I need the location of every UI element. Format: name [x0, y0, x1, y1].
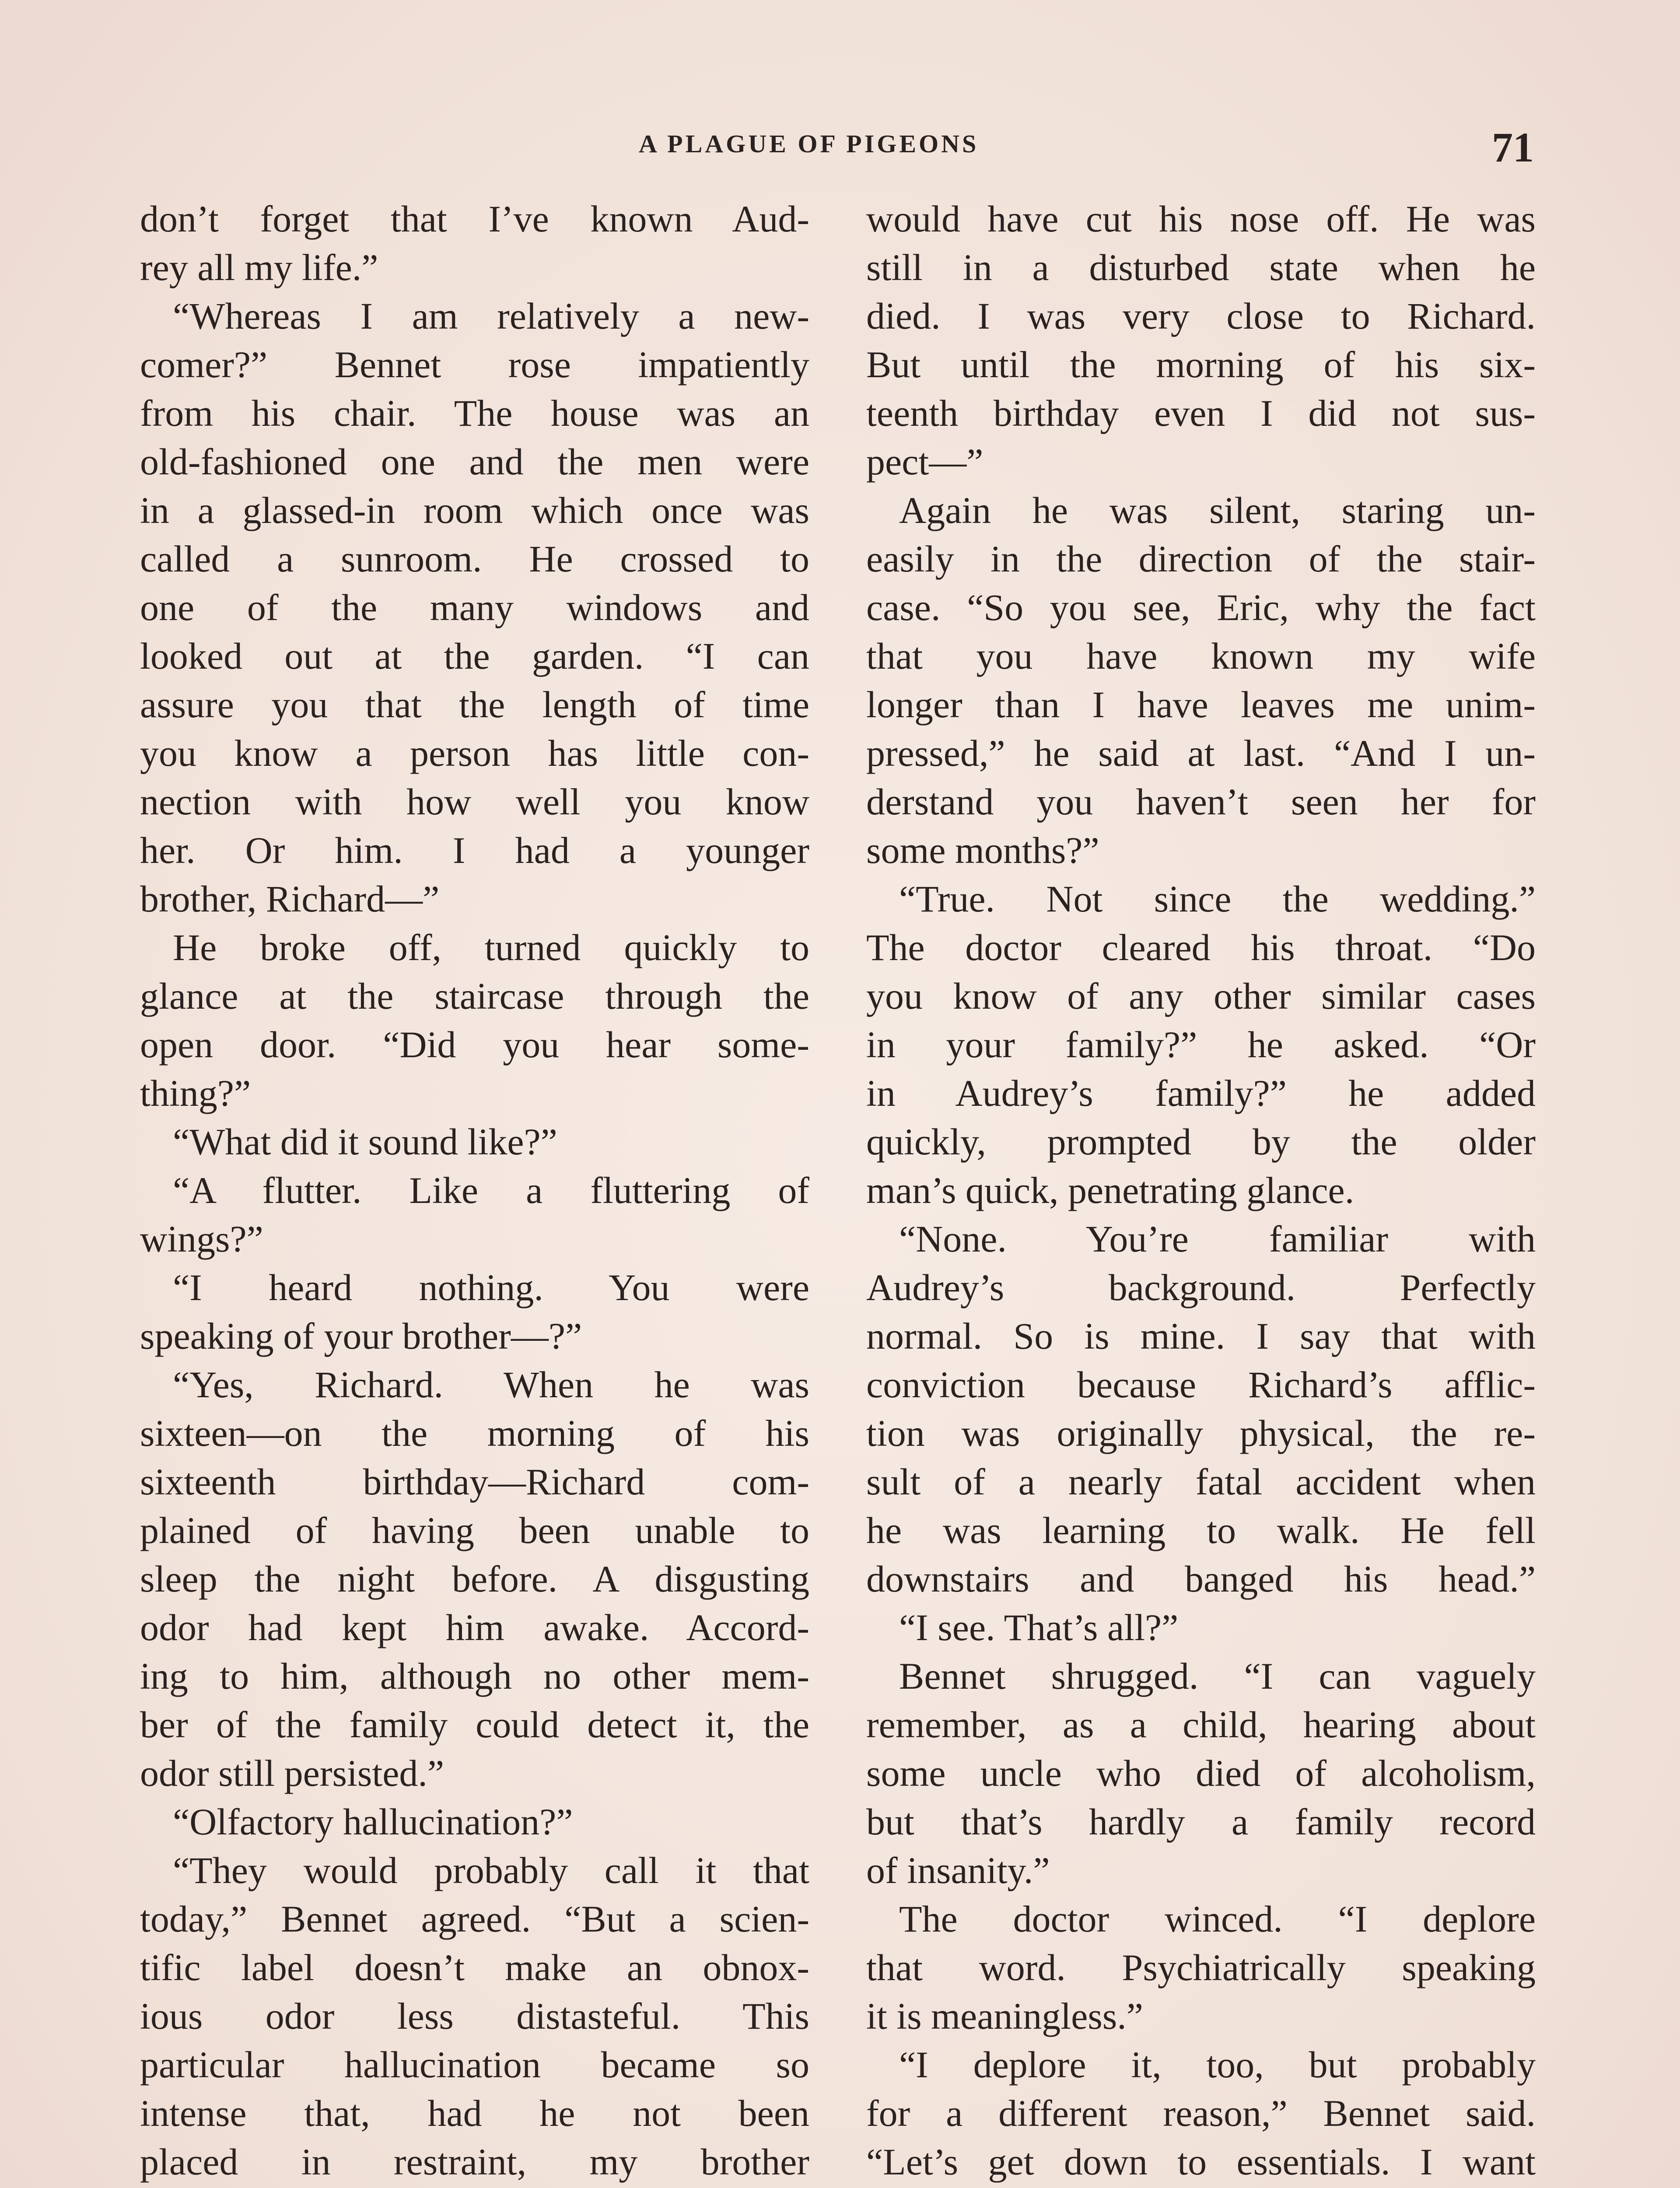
text-line: one of the many windows and — [140, 586, 809, 628]
text-line: odor had kept him awake. Accord- — [140, 1606, 809, 1648]
text-line: sult of a nearly fatal accident when — [866, 1461, 1536, 1503]
text-line: from his chair. The house was an — [140, 392, 809, 434]
text-line: ious odor less distasteful. This — [140, 1995, 809, 2037]
text-line: tion was originally physical, the re- — [866, 1412, 1536, 1454]
text-line: that word. Psychiatrically speaking — [866, 1946, 1536, 1988]
text-line: The doctor cleared his throat. “Do — [866, 926, 1536, 968]
text-line: “I heard nothing. You were — [173, 1266, 809, 1308]
text-line: placed in restraint, my brother — [140, 2141, 809, 2183]
text-line: pect—” — [866, 441, 984, 483]
text-line: ber of the family could detect it, the — [140, 1704, 809, 1746]
text-line: “Olfactory hallucination?” — [173, 1801, 573, 1843]
text-line: conviction because Richard’s afflic- — [866, 1364, 1536, 1406]
text-line: “Let’s get down to essentials. I want — [866, 2141, 1536, 2183]
text-line: in a glassed-in room which once was — [140, 489, 809, 531]
text-line: thing?” — [140, 1072, 251, 1114]
text-line: would have cut his nose off. He was — [866, 198, 1536, 240]
text-line: died. I was very close to Richard. — [866, 295, 1536, 337]
text-line: “They would probably call it that — [173, 1849, 809, 1891]
text-line: quickly, prompted by the older — [866, 1121, 1536, 1163]
text-line: called a sunroom. He crossed to — [140, 538, 809, 580]
text-line: man’s quick, penetrating glance. — [866, 1169, 1354, 1211]
text-line: in Audrey’s family?” he added — [866, 1072, 1536, 1114]
right-text-column — [866, 195, 1536, 2186]
text-line: downstairs and banged his head.” — [866, 1558, 1536, 1600]
text-line: comer?” Bennet rose impatiently — [140, 344, 809, 386]
text-line: that you have known my wife — [866, 635, 1536, 677]
text-line: some uncle who died of alcoholism, — [866, 1752, 1536, 1794]
text-line: her. Or him. I had a younger — [140, 829, 809, 871]
text-line: but that’s hardly a family record — [866, 1801, 1536, 1843]
text-line: old-fashioned one and the men were — [140, 441, 809, 483]
text-line: He broke off, turned quickly to — [173, 926, 809, 968]
text-line: intense that, had he not been — [140, 2092, 809, 2134]
text-line: you know of any other similar cases — [866, 975, 1536, 1017]
text-line: longer than I have leaves me unim- — [866, 684, 1536, 726]
text-line: open door. “Did you hear some- — [140, 1024, 809, 1066]
page-number: 71 — [1492, 124, 1534, 171]
text-line: “True. Not since the wedding.” — [899, 878, 1536, 920]
text-line: Audrey’s background. Perfectly — [866, 1266, 1536, 1308]
text-line: “Whereas I am relatively a new- — [173, 295, 809, 337]
text-line: don’t forget that I’ve known Aud- — [140, 198, 809, 240]
text-line: sleep the night before. A disgusting — [140, 1558, 809, 1600]
text-line: sixteen—on the morning of his — [140, 1412, 809, 1454]
text-line: it is meaningless.” — [866, 1995, 1143, 2037]
text-line: sixteenth birthday—Richard com- — [140, 1461, 809, 1503]
text-line: But until the morning of his six- — [866, 344, 1536, 386]
text-line: of insanity.” — [866, 1849, 1050, 1891]
text-line: nection with how well you know — [140, 781, 809, 823]
text-line: The doctor winced. “I deplore — [899, 1898, 1536, 1940]
text-line: he was learning to walk. He fell — [866, 1509, 1536, 1551]
running-title: A PLAGUE OF PIGEONS — [639, 130, 979, 158]
text-line: normal. So is mine. I say that with — [866, 1315, 1536, 1357]
text-line: in your family?” he asked. “Or — [866, 1024, 1536, 1066]
left-text-column — [140, 195, 809, 2186]
text-line: remember, as a child, hearing about — [866, 1704, 1536, 1746]
text-line: “A flutter. Like a fluttering of — [173, 1169, 809, 1211]
text-line: “None. You’re familiar with — [899, 1218, 1536, 1260]
text-line: wings?” — [140, 1218, 263, 1260]
text-line: odor still persisted.” — [140, 1752, 444, 1794]
text-line: “I see. That’s all?” — [899, 1606, 1179, 1648]
text-line: today,” Bennet agreed. “But a scien- — [140, 1898, 809, 1940]
text-line: teenth birthday even I did not sus- — [866, 392, 1536, 434]
running-head — [0, 124, 1680, 177]
text-line: easily in the direction of the stair- — [866, 538, 1536, 580]
text-line: case. “So you see, Eric, why the fact — [866, 586, 1536, 628]
text-line: Bennet shrugged. “I can vaguely — [899, 1655, 1536, 1697]
text-line: tific label doesn’t make an obnox- — [140, 1946, 809, 1988]
text-line: speaking of your brother—?” — [140, 1315, 582, 1357]
text-line: looked out at the garden. “I can — [140, 635, 809, 677]
text-line: you know a person has little con- — [140, 732, 809, 774]
text-line: brother, Richard—” — [140, 878, 440, 920]
text-line: plained of having been unable to — [140, 1509, 809, 1551]
text-line: “I deplore it, too, but probably — [899, 2044, 1536, 2086]
text-line: for a different reason,” Bennet said. — [866, 2092, 1536, 2134]
text-line: “Yes, Richard. When he was — [173, 1364, 809, 1406]
text-line: glance at the staircase through the — [140, 975, 809, 1017]
text-line: ing to him, although no other mem- — [140, 1655, 809, 1697]
text-line: rey all my life.” — [140, 246, 378, 288]
text-line: some months?” — [866, 829, 1099, 871]
text-line: still in a disturbed state when he — [866, 246, 1536, 288]
text-line: particular hallucination became so — [140, 2044, 809, 2086]
text-line: Again he was silent, staring un- — [899, 489, 1536, 531]
text-line: “What did it sound like?” — [173, 1121, 557, 1163]
text-line: assure you that the length of time — [140, 684, 809, 726]
text-line: derstand you haven’t seen her for — [866, 781, 1536, 823]
text-line: pressed,” he said at last. “And I un- — [866, 732, 1536, 774]
